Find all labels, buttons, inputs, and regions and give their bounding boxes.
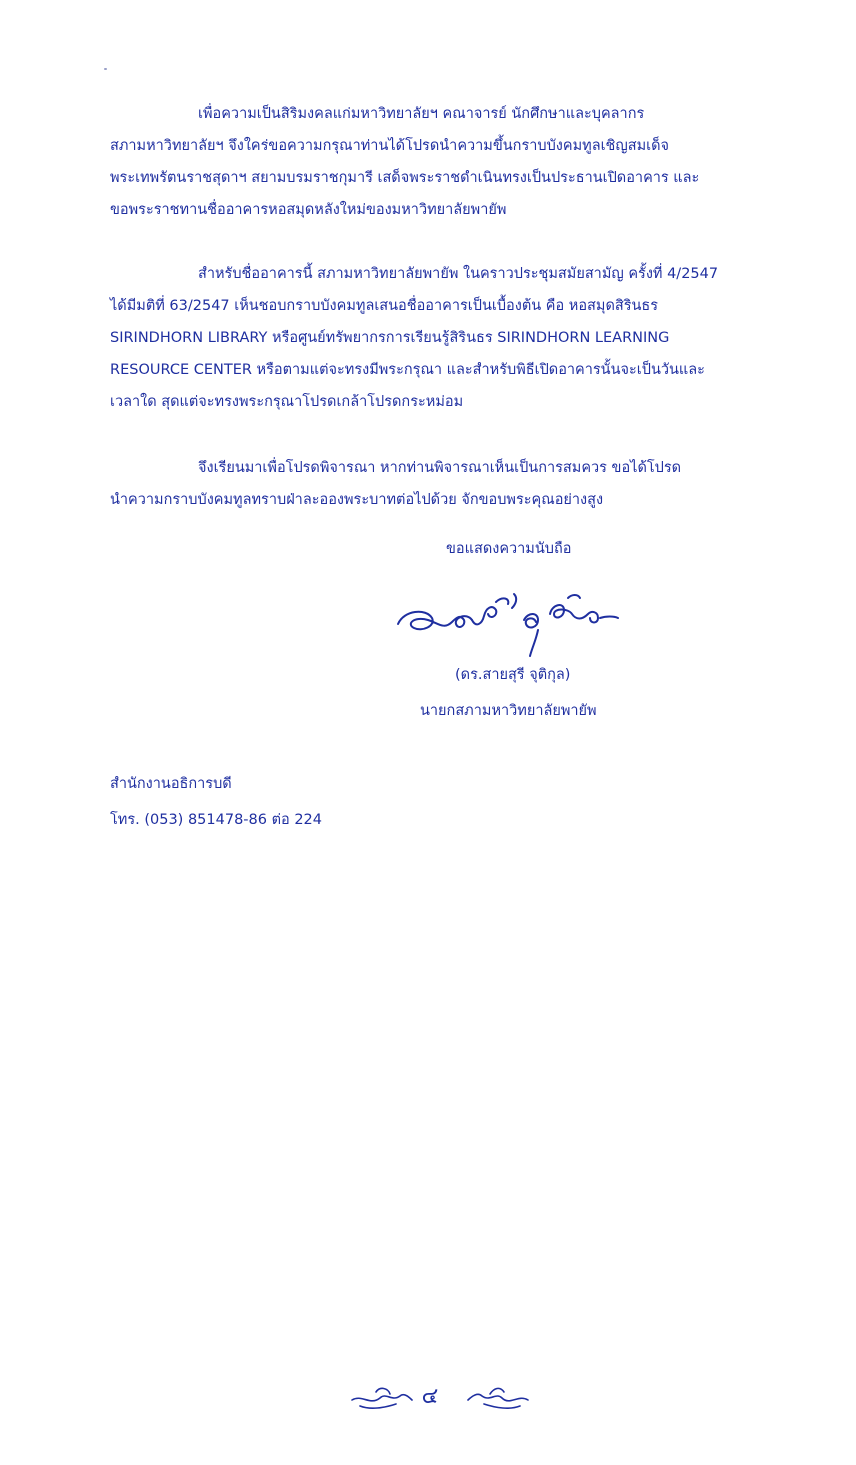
paragraph-line: SIRINDHORN LIBRARY หรือศูนย์ทรัพยากรการเรียนรู้สิรินธร SIRINDHORN LEARNING <box>110 330 670 346</box>
office-name: สำนักงานอธิการบดี <box>110 776 232 792</box>
paragraph-line: เพื่อความเป็นสิริมงคลแก่มหาวิทยาลัยฯ คณาจารย์ นักศึกษาและบุคลากร <box>198 106 645 122</box>
scan-speck <box>104 68 107 70</box>
paragraph-3 <box>110 452 770 516</box>
signer-title: นายกสภามหาวิทยาลัยพายัพ <box>420 703 597 719</box>
closing-salutation: ขอแสดงความนับถือ <box>446 541 572 557</box>
paragraph-line: ขอพระราชทานชื่ออาคารหอสมุดหลังใหม่ของมหาวิทยาลัยพายัพ <box>110 202 507 218</box>
handwritten-signature <box>392 590 652 662</box>
paragraph-1 <box>110 98 770 226</box>
page-number: ๔ <box>421 1384 439 1409</box>
paragraph-line: สำหรับชื่ออาคารนี้ สภามหาวิทยาลัยพายัพ ในคราวประชุมสมัยสามัญ ครั้งที่ 4/2547 <box>198 266 719 282</box>
paragraph-line: ได้มีมติที่ 63/2547 เห็นชอบกราบบังคมทูลเสนอชื่ออาคารเป็นเบื้องต้น คือ หอสมุดสิรินธร <box>110 298 659 314</box>
paragraph-line: นำความกราบบังคมทูลทราบฝ่าละอองพระบาทต่อไปด้วย จักขอบพระคุณอย่างสูง <box>110 492 604 508</box>
signer-name: (ดร.สายสุรี จุติกุล) <box>455 667 571 683</box>
paragraph-line: เวลาใด สุดแต่จะทรงพระกรุณาโปรดเกล้าโปรดกระหม่อม <box>110 394 464 410</box>
paragraph-line: สภามหาวิทยาลัยฯ จึงใคร่ขอความกรุณาท่านได้โปรดนำความขึ้นกราบบังคมทูลเชิญสมเด็จ <box>110 138 670 154</box>
paragraph-2 <box>110 258 770 418</box>
office-phone: โทร. (053) 851478-86 ต่อ 224 <box>110 812 323 828</box>
paragraph-line: พระเทพรัตนราชสุดาฯ สยามบรมราชกุมารี เสด็จพระราชดำเนินทรงเป็นประธานเปิดอาคาร และ <box>110 170 700 186</box>
paragraph-line: RESOURCE CENTER หรือตามแต่จะทรงมีพระกรุณา และสำหรับพิธีเปิดอาคารนั้นจะเป็นวันและ <box>110 362 705 378</box>
paragraph-line: จึงเรียนมาเพื่อโปรดพิจารณา หากท่านพิจารณาเห็นเป็นการสมควร ขอได้โปรด <box>198 460 682 476</box>
